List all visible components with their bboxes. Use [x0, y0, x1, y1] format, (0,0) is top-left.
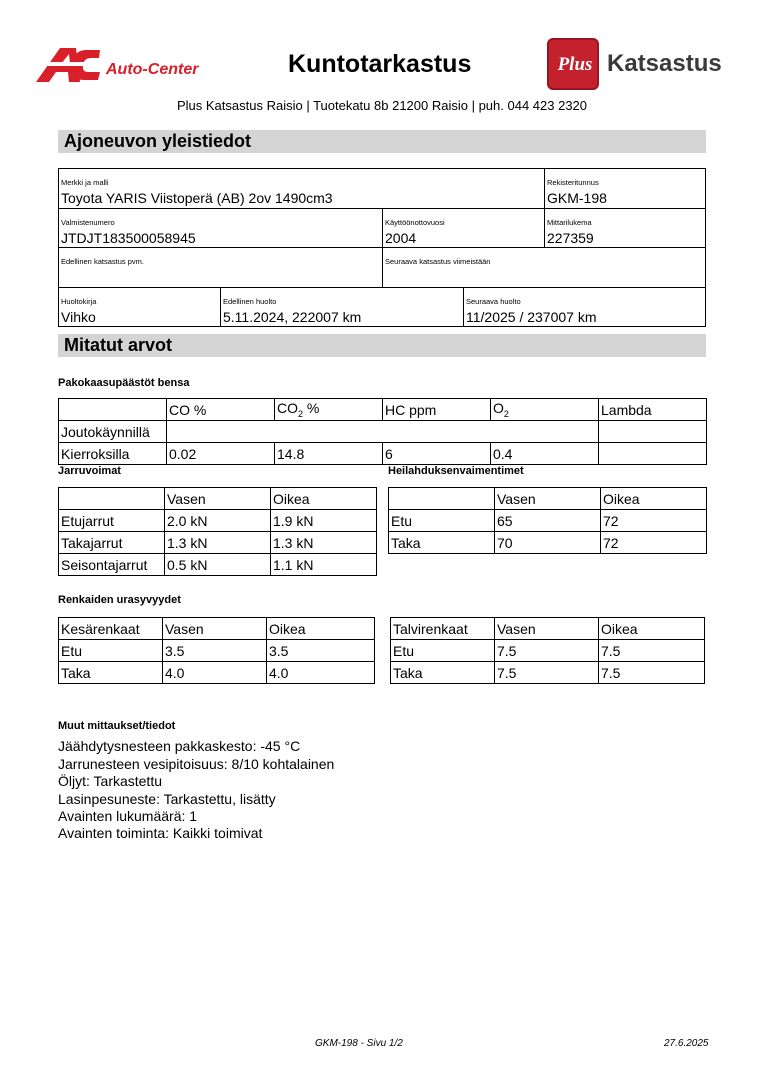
table-cell — [599, 421, 707, 443]
vin-value: JTDJT183500058945 — [61, 230, 196, 246]
table-cell: 0.4 — [491, 443, 599, 465]
first-use-label: Käyttöönottovuosi — [385, 218, 445, 227]
katsastus-wordmark: Katsastus — [607, 50, 722, 77]
table-header-cell: Kesärenkaat — [59, 618, 163, 640]
vin-cell — [59, 209, 383, 248]
emissions-title: Pakokaasupäästöt bensa — [58, 377, 190, 389]
vehicle-info-grid — [58, 168, 706, 327]
co2-label: CO — [277, 400, 298, 417]
table-row — [59, 510, 377, 532]
note-line: Lasinpesuneste: Tarkastettu, lisätty — [58, 790, 276, 807]
other-measurements-title: Muut mittaukset/tiedot — [58, 720, 176, 732]
table-cell: 65 — [495, 510, 601, 532]
first-use-value: 2004 — [385, 230, 417, 246]
auto-center-wordmark: Auto-Center — [106, 61, 199, 78]
table-cell — [599, 443, 707, 465]
table-header-cell: Vasen — [495, 488, 601, 510]
table-cell: Taka — [389, 532, 495, 554]
registration-value: GKM-198 — [547, 190, 607, 206]
next-service-label: Seuraava huolto — [466, 297, 521, 306]
registration-label: Rekisteritunnus — [547, 178, 599, 187]
co2-subscript: 2 — [298, 408, 304, 419]
odometer-value: 227359 — [547, 230, 594, 246]
table-cell: Joutokäynnillä — [59, 421, 167, 443]
table-cell: Taka — [391, 662, 495, 684]
footer-date: 27.6.2025 — [664, 1038, 709, 1049]
table-header-cell: Oikea — [271, 488, 377, 510]
note-line: Jäähdytysnesteen pakkaskesto: -45 °C — [58, 738, 301, 755]
table-cell: 72 — [601, 532, 707, 554]
table-header-cell — [491, 399, 599, 421]
table-cell: 3.5 — [267, 640, 375, 662]
service-book-cell — [59, 288, 221, 326]
o2-subscript: 2 — [503, 408, 509, 419]
table-cell: 7.5 — [599, 662, 705, 684]
shocks-table — [388, 487, 707, 554]
table-cell: Etu — [59, 640, 163, 662]
table-cell: Takajarrut — [59, 532, 165, 554]
table-row — [59, 532, 377, 554]
next-inspection-label: Seuraava katsastus viimeistään — [385, 257, 491, 266]
plus-badge-text: Plus — [557, 54, 593, 75]
service-book-label: Huoltokirja — [61, 297, 97, 306]
contact-line: Plus Katsastus Raisio | Tuotekatu 8b 21200 Raisio | puh. 044 423 2320 — [176, 98, 588, 113]
prev-inspection-cell — [59, 248, 383, 288]
table-row — [391, 662, 705, 684]
table-cell: 2.0 kN — [165, 510, 271, 532]
table-row — [391, 640, 705, 662]
auto-center-logo — [36, 44, 226, 88]
table-header-cell: HC ppm — [383, 399, 491, 421]
make-model-label: Merkki ja malli — [61, 178, 109, 187]
table-cell: 6 — [383, 443, 491, 465]
table-header-cell: Vasen — [163, 618, 267, 640]
table-header-cell: Lambda — [599, 399, 707, 421]
table-cell: Taka — [59, 662, 163, 684]
table-cell — [59, 399, 167, 421]
prev-service-cell — [221, 288, 464, 326]
section-heading-vehicle: Ajoneuvon yleistiedot — [58, 130, 706, 153]
table-cell: 72 — [601, 510, 707, 532]
table-cell: 0.02 — [167, 443, 275, 465]
co2-unit: % — [303, 400, 320, 417]
table-cell — [167, 421, 599, 443]
table-row — [389, 510, 707, 532]
section-heading-measured: Mitatut arvot — [58, 334, 706, 357]
brakes-table — [58, 487, 377, 576]
table-row — [59, 662, 375, 684]
table-header-cell: CO % — [167, 399, 275, 421]
table-row — [59, 554, 377, 576]
summer-tires-table — [58, 617, 375, 684]
table-header-cell: Oikea — [599, 618, 705, 640]
table-cell: Etujarrut — [59, 510, 165, 532]
table-cell: Etu — [389, 510, 495, 532]
table-header-cell — [275, 399, 383, 421]
o2-label: O — [493, 400, 504, 417]
tires-title: Renkaiden urasyvyydet — [58, 594, 181, 606]
brakes-title: Jarruvoimat — [58, 465, 121, 477]
shocks-title: Heilahduksenvaimentimet — [388, 465, 524, 477]
table-header-cell: Talvirenkaat — [391, 618, 495, 640]
table-cell: 4.0 — [267, 662, 375, 684]
next-service-cell — [464, 288, 706, 326]
table-header-cell: Vasen — [495, 618, 599, 640]
registration-cell — [545, 169, 706, 209]
table-row — [59, 640, 375, 662]
winter-tires-table — [390, 617, 705, 684]
note-line: Öljyt: Tarkastettu — [58, 773, 163, 790]
plus-badge — [547, 38, 599, 90]
table-row — [59, 443, 707, 465]
table-row — [389, 532, 707, 554]
table-cell: Etu — [391, 640, 495, 662]
table-cell: 1.9 kN — [271, 510, 377, 532]
prev-inspection-label: Edellinen katsastus pvm. — [61, 257, 144, 266]
odometer-label: Mittarilukema — [547, 218, 592, 227]
table-cell: 7.5 — [599, 640, 705, 662]
service-book-value: Vihko — [61, 309, 96, 325]
next-service-value: 11/2025 / 237007 km — [466, 309, 597, 325]
table-cell: 0.5 kN — [165, 554, 271, 576]
table-row — [59, 488, 377, 510]
table-cell: Kierroksilla — [59, 443, 167, 465]
table-cell: 7.5 — [495, 640, 599, 662]
table-cell: 1.1 kN — [271, 554, 377, 576]
vin-label: Valmistenumero — [61, 218, 115, 227]
footer-page-number: GKM-198 - Sivu 1/2 — [315, 1038, 403, 1049]
table-cell: 7.5 — [495, 662, 599, 684]
table-row — [391, 618, 705, 640]
table-cell: 4.0 — [163, 662, 267, 684]
table-cell: 1.3 kN — [271, 532, 377, 554]
prev-service-value: 5.11.2024, 222007 km — [223, 309, 362, 325]
table-cell: Seisontajarrut — [59, 554, 165, 576]
next-inspection-cell — [383, 248, 706, 288]
table-header-cell: Oikea — [267, 618, 375, 640]
plus-katsastus-logo — [547, 38, 732, 90]
make-model-cell — [59, 169, 545, 209]
emissions-table — [58, 398, 707, 465]
table-row — [59, 618, 375, 640]
note-line: Avainten lukumäärä: 1 — [58, 808, 198, 825]
table-cell — [59, 488, 165, 510]
first-use-cell — [383, 209, 545, 248]
table-header-cell: Vasen — [165, 488, 271, 510]
note-line: Jarrunesteen vesipitoisuus: 8/10 kohtalainen — [58, 755, 335, 772]
table-row — [59, 399, 707, 421]
odometer-cell — [545, 209, 706, 248]
table-cell: 14.8 — [275, 443, 383, 465]
table-row — [389, 488, 707, 510]
note-line: Avainten toiminta: Kaikki toimivat — [58, 825, 263, 842]
page-title: Kuntotarkastus — [288, 50, 472, 78]
table-row — [59, 421, 707, 443]
other-measurements — [58, 718, 334, 843]
table-cell: 3.5 — [163, 640, 267, 662]
make-model-value: Toyota YARIS Viistoperä (AB) 2ov 1490cm3 — [61, 190, 333, 206]
table-cell — [389, 488, 495, 510]
table-cell: 70 — [495, 532, 601, 554]
table-header-cell: Oikea — [601, 488, 707, 510]
prev-service-label: Edellinen huolto — [223, 297, 277, 306]
table-cell: 1.3 kN — [165, 532, 271, 554]
